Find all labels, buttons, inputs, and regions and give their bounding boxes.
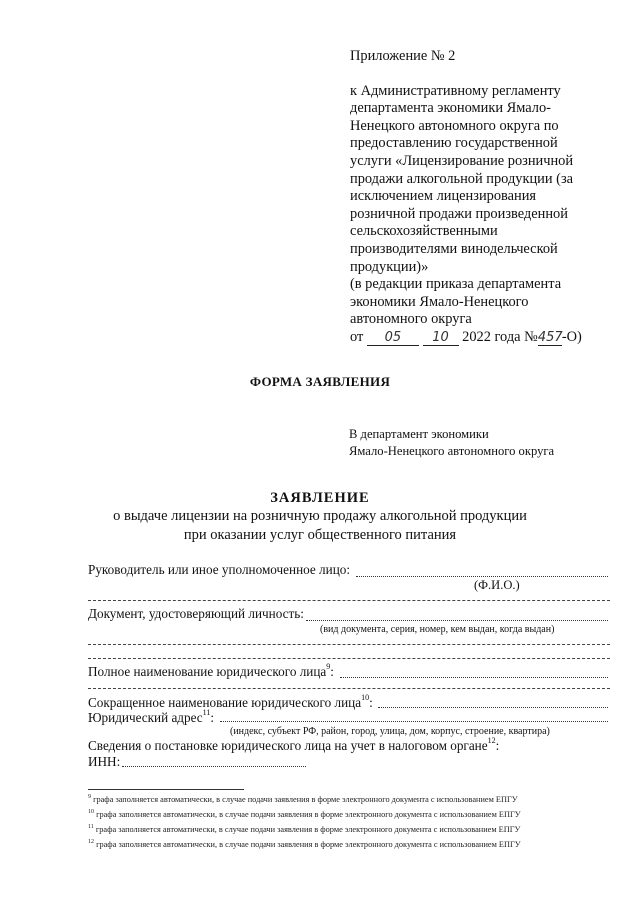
footnote-11 [88,825,520,834]
appendix-line: продукции)» [350,258,429,275]
address-hint: (индекс, субъект РФ, район, город, улица, дом, корпус, строение, квартира) [230,726,550,737]
footnote-number: 10 [88,809,94,815]
footnote-9 [88,795,518,804]
appendix-line: экономики Ямало-Ненецкого [350,293,529,310]
inn-input-line[interactable] [122,766,306,767]
footnote-text: графа заполняется автоматически, в случае подачи заявления в форме электронного документа с использованием ЕПГУ [95,825,521,834]
footnote-number: 9 [88,794,91,800]
appendix-line: сельскохозяйственными [350,223,498,240]
footnote-12 [88,840,521,849]
tax-label: Сведения о постановке юридического лица на учет в налоговом органе$^{12}$: [88,736,500,753]
appendix-line: к Административному регламенту [350,82,561,99]
footnote-number: 11 [88,824,94,830]
id-doc-input-line[interactable] [306,620,608,621]
application-subtitle-1: о выдаче лицензии на розничную продажу алкогольной продукции [113,508,527,524]
application-heading [0,490,640,545]
head-extra-line[interactable] [88,600,610,601]
address-label-text: Юридический адрес [88,710,203,725]
appendix-title: Приложение № 2 [350,48,456,64]
order-suffix: -О) [561,328,582,345]
appendix-line: производителями винодельческой [350,240,558,257]
form-title: ФОРМА ЗАЯВЛЕНИЯ [249,374,391,389]
id-doc-extra-line-2[interactable] [88,658,610,659]
inn-label: ИНН: [88,754,121,769]
tax-label-text: Сведения о постановке юридического лица на учет в налоговом органе [88,738,488,753]
full-name-label-text: Полное наименование юридического лица [88,664,327,679]
addressee-line-1: В департамент экономики [349,427,489,441]
appendix-line: (в редакции приказа департамента [350,276,562,293]
full-name-input-line[interactable] [340,677,608,678]
address-footnote-ref: 11 [202,708,211,717]
addressee-block [349,426,554,460]
head-hint: (Ф.И.О.) [474,578,520,592]
appendix-line: Ненецкого автономного округа по [350,117,559,134]
addressee-line-2: Ямало-Ненецкого автономного округа [349,444,555,458]
appendix-line: предоставлению государственной [350,135,558,152]
footnote-separator [88,789,244,790]
date-month-handwritten: 10 [423,331,459,346]
date-prefix: от [350,328,364,345]
appendix-line: розничной продажи произведенной [350,205,568,222]
id-doc-label: Документ, удостоверяющий личность: [88,606,304,621]
head-label: Руководитель или иное уполномоченное лицо: [88,562,351,577]
appendix-line: исключением лицензирования [350,188,537,205]
appendix-date-line [350,329,640,347]
appendix-line: автономного округа [350,311,472,328]
address-label: Юридический адрес$^{11}$: [88,708,215,725]
tax-footnote-ref: 12 [487,736,496,745]
footnote-text: графа заполняется автоматически, в случае подачи заявления в форме электронного документа с использованием ЕПГУ [96,840,521,849]
date-day-handwritten: 05 [367,331,419,346]
short-name-label: Сокращенное наименование юридического лица$^{10}$: [88,693,373,710]
short-name-input-line[interactable] [378,707,608,708]
id-doc-extra-line-1[interactable] [88,644,610,645]
footnote-text: графа заполняется автоматически, в случае подачи заявления в форме электронного документа с использованием ЕПГУ [96,810,521,819]
full-name-label: Полное наименование юридического лица$^9$: [88,662,334,679]
id-doc-hint: (вид документа, серия, номер, кем выдан, когда выдан) [320,624,555,635]
application-subtitle-2: при оказании услуг общественного питания [183,527,457,543]
appendix-line: продажи алкогольной продукции (за [350,170,574,187]
footnote-text: графа заполняется автоматически, в случае подачи заявления в форме электронного документа с использованием ЕПГУ [93,795,518,804]
date-year-text: 2022 года № [462,328,538,345]
head-input-line[interactable] [356,576,608,577]
full-name-extra-line[interactable] [88,688,610,689]
appendix-line: услуги «Лицензирование розничной [350,152,574,169]
appendix-block [350,48,640,347]
footnote-10 [88,810,521,819]
application-title: ЗАЯВЛЕНИЕ [270,490,370,506]
full-name-footnote-ref: 9 [326,662,331,671]
order-number-handwritten: 457 [537,329,563,345]
footnote-number: 12 [88,839,94,845]
address-input-line[interactable] [220,721,608,722]
short-name-footnote-ref: 10 [361,693,370,702]
appendix-line: департамента экономики Ямало- [350,100,551,117]
short-name-label-text: Сокращенное наименование юридического лица [88,695,362,710]
